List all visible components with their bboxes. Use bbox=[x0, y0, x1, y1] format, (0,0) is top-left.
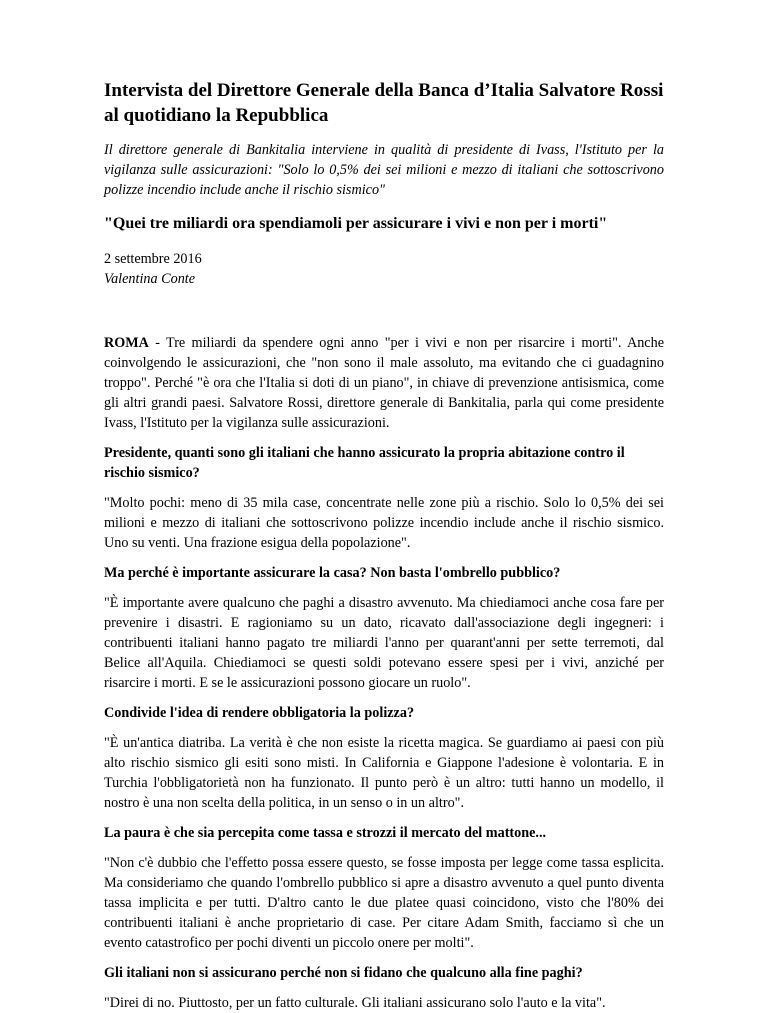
answer-4: "Non c'è dubbio che l'effetto possa essere questo, se fosse imposta per legge come tassa esplicita. Ma consideriamo che quando l'ombrello pubblico si apre a disastro avvenuto a quel punto diventa tassa implicita e per tutti. D'altro canto le due platee quasi coincidono, visto che l'80% dei contribuenti italiani è anche proprietario di case. Per citare Adam Smith, facciamo sì che un evento catastrofico per pochi diventi un piccolo onere per molti". bbox=[104, 855, 664, 951]
answer-3: "È un'antica diatriba. La verità è che non esiste la ricetta magica. Se guardiamo ai paesi con più alto rischio sismico gli esiti sono misti. In California e Giappone l'adesione è volontaria. E in Turchia l'obbligatorietà non ha funzionato. Il punto però è un altro: tutti hanno un modello, il nostro è una non scelta della politica, in un senso o in un altro". bbox=[104, 735, 664, 811]
article-lead: Il direttore generale di Bankitalia interviene in qualità di presidente di Ivass, l'Istituto per la vigilanza sulle assicurazioni: "Solo lo 0,5% dei sei milioni e mezzo di italiani che sottoscrivono polizze incendio include anche il rischio sismico" bbox=[104, 142, 664, 198]
answer-1: "Molto pochi: meno di 35 mila case, concentrate nelle zone più a rischio. Solo lo 0,5% dei sei milioni e mezzo di italiani che sottoscrivono polizze incendio include anche il rischio sismico. Uno su venti. Una frazione esigua della popolazione". bbox=[104, 495, 664, 551]
answer-5: "Direi di no. Piuttosto, per un fatto culturale. Gli italiani assicurano solo l'auto e la vita". bbox=[104, 995, 606, 1011]
answer-2: "È importante avere qualcuno che paghi a disastro avvenuto. Ma chiediamoci anche cosa fare per prevenire i disastri. E ragioniamo su un dato, ricavato dall'associazione degli ingegneri: i contribuenti italiani hanno pagato tre miliardi l'anno per quarant'anni per sette terremoti, dal Belice all'Aquila. Chiediamoci se questi soldi potevano essere spesi per i vivi, anziché per risarcire i morti. E se le assicurazioni possono giocare un ruolo". bbox=[104, 595, 664, 691]
question-4: La paura è che sia percepita come tassa e strozzi il mercato del mattone... bbox=[104, 825, 547, 841]
article-title: Intervista del Direttore Generale della Banca d’Italia Salvatore Rossi al quotidiano la Repubblica bbox=[104, 80, 664, 126]
article-headline: "Quei tre miliardi ora spendiamoli per assicurare i vivi e non per i morti" bbox=[104, 215, 608, 232]
question-1: Presidente, quanti sono gli italiani che hanno assicurato la propria abitazione contro il rischio sismico? bbox=[104, 445, 625, 481]
intro-text: - Tre miliardi da spendere ogni anno "per i vivi e non per risarcire i morti". Anche coinvolgendo le assicurazioni, che "non sono il male assoluto, ma evitando che ci guadagnino troppo". Perché "è ora che l'Italia si doti di un piano", in chiave di prevenzione antisismica, come gli altri grandi paesi. Salvatore Rossi, direttore generale di Bankitalia, parla qui come presidente Ivass, l'Istituto per la vigilanza sulle assicurazioni. bbox=[104, 335, 664, 431]
article-intro bbox=[104, 333, 664, 433]
question-2: Ma perché è importante assicurare la casa? Non basta l'ombrello pubblico? bbox=[104, 565, 561, 581]
article-author: Valentina Conte bbox=[104, 271, 196, 287]
article-meta bbox=[104, 249, 664, 289]
question-5: Gli italiani non si assicurano perché non si fidano che qualcuno alla fine paghi? bbox=[104, 965, 583, 981]
question-3: Condivide l'idea di rendere obbligatoria la polizza? bbox=[104, 705, 415, 721]
article-date: 2 settembre 2016 bbox=[104, 251, 202, 267]
dateline: ROMA bbox=[104, 335, 149, 351]
